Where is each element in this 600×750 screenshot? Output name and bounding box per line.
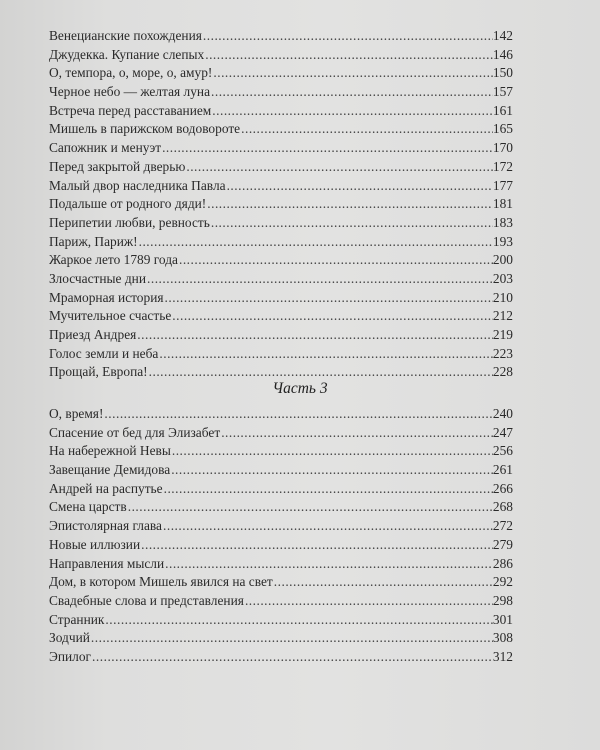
toc-entry [49, 611, 513, 630]
toc-entry-title: Перипетии любви, ревность [49, 214, 210, 230]
dot-leader [104, 611, 492, 630]
toc-entry-page: 301 [492, 611, 513, 627]
toc-entry-title: Перед закрытой дверью [49, 158, 186, 174]
toc-entry-page: 228 [492, 364, 513, 380]
toc-entry [49, 214, 513, 233]
toc-entry [49, 46, 513, 65]
dot-leader [158, 345, 493, 364]
toc-entry-title: Эпилог [49, 648, 92, 664]
toc-entry [49, 424, 513, 443]
dot-leader [138, 233, 493, 252]
toc-entry [49, 536, 513, 555]
toc-entry-title: Встреча перед расставанием [49, 102, 212, 118]
toc-entry-title: Черное небо — желтая луна [49, 84, 211, 100]
toc-entry [49, 139, 513, 158]
toc-entry-page: 292 [492, 574, 513, 590]
toc-entry-page: 308 [492, 630, 513, 646]
toc-entry-page: 150 [492, 65, 513, 81]
toc-entry-page: 203 [492, 270, 513, 286]
toc-entry-page: 193 [492, 233, 513, 249]
dot-leader [146, 270, 493, 289]
toc-entry [49, 289, 513, 308]
dot-leader [185, 158, 493, 177]
toc-entry-title: Малый двор наследника Павла [49, 177, 226, 193]
toc-entry-page: 170 [492, 140, 513, 156]
dot-leader [211, 102, 493, 121]
dot-leader [162, 517, 493, 536]
toc-entry-title: Джудекка. Купание слепых [49, 46, 205, 62]
toc-entry [49, 83, 513, 102]
dot-leader [273, 573, 493, 592]
toc-entry-page: 286 [492, 555, 513, 571]
toc-entry [49, 233, 513, 252]
toc-entry-page: 272 [492, 518, 513, 534]
toc-section-part-2 [49, 27, 513, 382]
dot-leader [240, 120, 493, 139]
toc-entry-page: 312 [492, 648, 513, 664]
dot-leader [206, 195, 493, 214]
toc-entry [49, 64, 513, 83]
toc-entry [49, 461, 513, 480]
toc-entry-title: Мишель в парижском водовороте [49, 121, 241, 137]
toc-entry [49, 498, 513, 517]
toc-entry-title: Дом, в котором Мишель явился на свет [49, 574, 273, 590]
toc-entry-title: На набережной Невы [49, 443, 171, 459]
toc-entry-title: Направления мысли [49, 555, 165, 571]
part-heading: Часть 3 [272, 380, 328, 397]
dot-leader [103, 405, 492, 424]
toc-entry-title: Злосчастные дни [49, 270, 146, 286]
toc-entry-page: 165 [492, 121, 513, 137]
dot-leader [202, 27, 493, 46]
toc-entry-page: 146 [492, 46, 513, 62]
dot-leader [212, 64, 493, 83]
toc-entry [49, 326, 513, 345]
dot-leader [210, 214, 493, 233]
toc-entry-title: Сапожник и менуэт [49, 140, 162, 156]
toc-section-part-3 [49, 405, 513, 667]
toc-entry [49, 555, 513, 574]
toc-entry-page: 212 [492, 308, 513, 324]
toc-entry [49, 442, 513, 461]
toc-entry-page: 177 [492, 177, 513, 193]
toc-entry [49, 648, 513, 667]
dot-leader [164, 289, 493, 308]
toc-entry-page: 247 [492, 424, 513, 440]
toc-entry [49, 251, 513, 270]
toc-entry [49, 629, 513, 648]
toc-entry-title: Зодчий [49, 630, 90, 646]
toc-entry-page: 279 [492, 536, 513, 552]
dot-leader [91, 648, 493, 667]
toc-entry [49, 270, 513, 289]
toc-entry-title: Эпистолярная глава [49, 518, 162, 534]
toc-entry-title: Подальше от родного дяди! [49, 196, 207, 212]
toc-entry [49, 27, 513, 46]
dot-leader [204, 46, 493, 65]
toc-entry-title: Прощай, Европа! [49, 364, 148, 380]
dot-leader [161, 139, 493, 158]
toc-entry-title: Приезд Андрея [49, 327, 137, 342]
toc-entry-title: Андрей на распутье [49, 480, 163, 496]
dot-leader [226, 177, 493, 196]
toc-entry-page: 240 [492, 406, 513, 421]
toc-entry [49, 307, 513, 326]
toc-entry-title: Мраморная история [49, 289, 164, 305]
dot-leader [140, 536, 493, 555]
toc-entry [49, 345, 513, 364]
toc-entry [49, 573, 513, 592]
toc-entry-title: О, темпора, о, море, о, амур! [49, 65, 213, 81]
toc-entry [49, 158, 513, 177]
dot-leader [164, 555, 493, 574]
toc-entry-page: 200 [492, 252, 513, 268]
toc-entry [49, 480, 513, 499]
toc-entry [49, 177, 513, 196]
toc-entry-title: Голос земли и неба [49, 345, 159, 361]
toc-entry-title: Странник [49, 611, 105, 627]
toc-entry-title: Мучительное счастье [49, 308, 172, 324]
toc-entry [49, 195, 513, 214]
dot-leader [171, 307, 493, 326]
dot-leader [136, 326, 493, 345]
toc-entry-title: Париж, Париж! [49, 233, 138, 249]
dot-leader [220, 424, 493, 443]
toc-entry-page: 181 [492, 196, 513, 212]
toc-entry [49, 592, 513, 611]
toc-entry-page: 161 [492, 102, 513, 118]
toc-entry-page: 219 [492, 327, 513, 342]
toc-entry-page: 157 [492, 84, 513, 100]
dot-leader [127, 498, 493, 517]
toc-entry-title: О, время! [49, 406, 104, 421]
toc-entry-title: Жаркое лето 1789 года [49, 252, 178, 268]
dot-leader [178, 251, 493, 270]
toc-entry-page: 142 [492, 28, 513, 43]
dot-leader [170, 461, 493, 480]
toc-entry-title: Спасение от бед для Элизабет [49, 424, 221, 440]
toc-entry-page: 298 [492, 592, 513, 608]
toc-entry [49, 102, 513, 121]
dot-leader [90, 629, 493, 648]
toc-entry-page: 183 [492, 214, 513, 230]
toc-entry-page: 210 [492, 289, 513, 305]
toc-entry [49, 517, 513, 536]
dot-leader [244, 592, 493, 611]
toc-entry-page: 266 [492, 480, 513, 496]
dot-leader [163, 480, 493, 499]
toc-entry-page: 223 [492, 345, 513, 361]
toc-entry-title: Новые иллюзии [49, 536, 141, 552]
dot-leader [210, 83, 493, 102]
toc-entry-page: 256 [492, 443, 513, 459]
toc-entry-title: Свадебные слова и представления [49, 592, 244, 608]
toc-entry-title: Смена царств [49, 499, 127, 515]
toc-entry-page: 261 [492, 462, 513, 478]
toc-entry-title: Венецианские похождения [49, 28, 202, 43]
dot-leader [171, 442, 493, 461]
toc-entry [49, 120, 513, 139]
toc-entry-page: 172 [492, 158, 513, 174]
toc-entry-page: 268 [492, 499, 513, 515]
toc-entry-title: Завещание Демидова [49, 462, 171, 478]
toc-entry [49, 405, 513, 424]
